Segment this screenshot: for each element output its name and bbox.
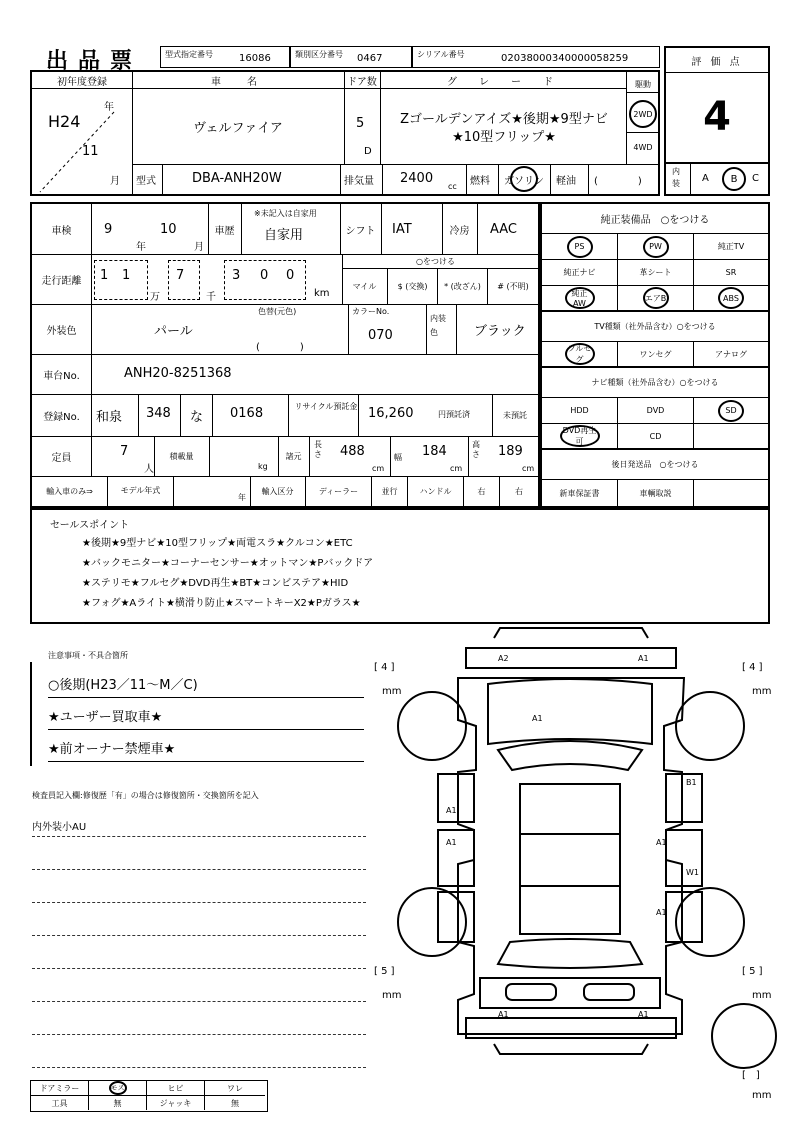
first-reg-label: 初年度登録: [32, 72, 133, 89]
grade-a: A: [702, 173, 709, 184]
exterior-color-value: パール: [154, 324, 193, 339]
history-note: ※未記入は自家用: [254, 209, 317, 218]
footer-table: [30, 1080, 268, 1112]
footer-moss: モス: [89, 1081, 147, 1096]
damage-mark: A1: [638, 1010, 649, 1019]
footer-tools-value: 無: [89, 1096, 147, 1110]
displacement-value: 2400: [400, 171, 434, 186]
serial-value: 02038000340000058259: [501, 53, 629, 64]
later-items-label: 後日発送品 ○をつける: [542, 450, 768, 480]
rating-label: 評 価 点: [666, 48, 768, 73]
model-year-label: モデル年式: [108, 476, 174, 506]
fuel-circle: [510, 166, 538, 192]
inspection-year: 9: [104, 222, 113, 237]
car-name: ヴェルファイア: [132, 88, 345, 164]
car-basics-block: 初年度登録 H24 年 11 月 車 名 ヴェルファイア ドア数 5 D グ レ ー ド Zゴールデンアイズ★後期★9型ナビ ★10型フリップ★ 駆動 2WD 4WD 型式 DBA-ANH20W 排気量 2400 cc 燃料 ガソリン 軽油 ( ): [30, 70, 660, 196]
damage-mark: A1: [656, 838, 667, 847]
ac-label: 冷房: [442, 204, 478, 254]
drive-label: 駆動: [627, 76, 659, 93]
notes-box: [30, 662, 368, 766]
paint-label: 色替(元色): [258, 307, 297, 316]
grade-line2: ★10型フリップ★: [452, 130, 556, 145]
mileage-digit: 1: [100, 268, 109, 283]
damage-mark: A1: [532, 714, 543, 723]
notes-label: 注意事項・不具合箇所: [48, 651, 128, 660]
length-unit: cm: [372, 464, 385, 473]
mileage-sen-unit: 千: [206, 292, 216, 303]
damage-mark: A2: [498, 654, 509, 663]
mileage-mile: マイル: [342, 268, 388, 304]
capacity-label: 定員: [32, 436, 92, 476]
serial-label: シリアル番号: [417, 50, 465, 59]
category-label: 類別区分番号: [295, 50, 343, 59]
original-color-paren: ( ): [256, 342, 304, 353]
height-label: 高さ: [472, 440, 480, 459]
import-type-label: 輸入区分: [250, 476, 306, 506]
recycle-value: 16,260: [368, 406, 414, 421]
grade-c: C: [752, 173, 759, 184]
navi-cd: CD: [618, 424, 694, 450]
shift-value: IAT: [392, 222, 412, 237]
width-label: 幅: [394, 453, 402, 462]
tv-fullseg: フルセグ: [542, 342, 618, 368]
capacity-unit: 人: [144, 464, 154, 475]
sales-line: ★フォグ★Aライト★横滑り防止★スマートキーX2★Pガラス★: [82, 598, 361, 609]
mileage-digit: 1: [122, 268, 131, 283]
model-label: 型式: [136, 176, 156, 187]
chassis-label: 車台No.: [32, 354, 92, 394]
mileage-digit: 3: [232, 268, 241, 283]
year-unit: 年: [104, 102, 114, 113]
inspector-line: [32, 1002, 366, 1035]
first-reg-cell: [32, 88, 133, 194]
navi-dvd: DVD: [618, 398, 694, 424]
handle-label: ハンドル: [408, 476, 464, 506]
sales-point-block: [30, 508, 770, 624]
handle-right-2: 右: [515, 486, 523, 496]
tire-depth-rr: 5: [749, 966, 756, 977]
inspector-line: [32, 870, 366, 903]
equipment-label: 純正装備品 ○をつける: [542, 204, 768, 234]
rating-score: 4: [703, 94, 731, 140]
equip-abs: ABS: [694, 286, 768, 312]
recycle-unit: 円預託済: [438, 410, 470, 419]
later-manual: 車輌取説: [618, 480, 694, 506]
doors-suffix: D: [364, 146, 372, 157]
inspection-year-unit: 年: [136, 242, 146, 253]
sales-line: ★ステリモ★フルセグ★DVD再生★BT★コンビステア★HID: [82, 578, 349, 589]
note-line: ★ユーザー買取車★: [48, 706, 364, 730]
ac-value: AAC: [490, 222, 517, 237]
serial-box: [412, 46, 660, 68]
inspector-line: [32, 1035, 366, 1068]
equip-tv: 純正TV: [694, 234, 768, 260]
tire-depth-rl: 5: [381, 966, 388, 977]
spec-block: [30, 202, 540, 508]
car-name-label: 車 名: [132, 72, 345, 89]
equip-airbag: エアB: [618, 286, 694, 312]
dims-label: 諸元: [278, 436, 310, 476]
footer-tools: 工具: [31, 1096, 89, 1110]
drive-cell: [626, 72, 659, 164]
tv-analog: アナログ: [694, 342, 768, 368]
import-parallel: 並行: [372, 476, 408, 506]
sales-line: ★バックモニター★コーナーセンサー★オットマン★Pバックドア: [82, 558, 374, 569]
load-unit: kg: [258, 462, 268, 471]
inspector-line: [32, 903, 366, 936]
navi-dvd-play: DVD再生可: [542, 424, 618, 450]
height-value: 189: [498, 444, 523, 459]
inspector-line: 内外装小AU: [32, 818, 366, 837]
inspector-line: [32, 936, 366, 969]
damage-mark: W1: [686, 868, 699, 877]
registration-area: 和泉: [96, 410, 123, 425]
form-title: 出品票: [46, 49, 143, 74]
tire-mm-unit: mm: [382, 990, 402, 1001]
shift-label: シフト: [340, 204, 382, 254]
model-designation-label: 型式指定番号: [165, 50, 213, 59]
load-label: 積載量: [154, 436, 210, 476]
damage-mark: A1: [656, 908, 667, 917]
interior-grade-label: 内装: [672, 167, 680, 188]
inspector-line: [32, 837, 366, 870]
displacement-unit: cc: [448, 182, 457, 191]
fuel-value: ガソリン: [504, 176, 544, 187]
note-line: ○後期(H23／11～M／C): [48, 674, 364, 698]
recycle-label: リサイクル預託金: [294, 402, 358, 411]
displacement-label: 排気量: [344, 176, 374, 187]
category-box: [290, 46, 412, 68]
mileage-man-unit: 万: [150, 292, 160, 303]
width-value: 184: [422, 444, 447, 459]
history-label: 車歴: [208, 204, 242, 254]
category-value: 0467: [357, 53, 383, 64]
length-value: 488: [340, 444, 365, 459]
navi-blank: [694, 424, 768, 450]
interior-color-label: 内装色: [430, 314, 446, 337]
grade-b-circled: B: [722, 167, 746, 191]
month-unit: 月: [110, 176, 120, 187]
history-value: 自家用: [264, 228, 304, 243]
registration-label: 登録No.: [32, 394, 92, 436]
inspection-label: 車検: [32, 204, 92, 254]
mileage-unknown: # (不明): [497, 281, 529, 291]
later-warranty: 新車保証書: [542, 480, 618, 506]
model-year-unit: 年: [238, 493, 246, 502]
footer-jack-value: 無: [231, 1098, 239, 1108]
tire-mm-unit: mm: [382, 686, 402, 697]
rating-box: [664, 46, 770, 196]
drive-4wd: 4WD: [627, 132, 659, 161]
sales-point-label: セールスポイント: [50, 520, 130, 531]
first-reg-month: 11: [82, 144, 99, 159]
mileage-digits: [92, 254, 342, 304]
tire-mm-unit: mm: [752, 1090, 772, 1101]
interior-color-value: ブラック: [474, 324, 526, 339]
recycle-unpaid: 未預託: [503, 410, 527, 420]
inspection-month: 10: [160, 222, 177, 237]
damage-mark: A1: [638, 654, 649, 663]
car-diagram: [370, 624, 790, 1074]
width-unit: cm: [450, 464, 463, 473]
diesel-label: 軽油: [556, 176, 576, 187]
inspection-month-unit: 月: [194, 242, 204, 253]
height-unit: cm: [522, 464, 535, 473]
footer-jack: ジャッキ: [147, 1096, 205, 1110]
capacity-value: 7: [120, 444, 129, 459]
mileage-digit: 0: [260, 268, 269, 283]
mileage-digit: 0: [286, 268, 295, 283]
tv-type-label: TV種類（社外品含む）○をつける: [542, 312, 768, 342]
tire-mm-unit: mm: [752, 990, 772, 1001]
inspector-label: 検査員記入欄:修復歴「有」の場合は修復箇所・交換箇所を記入: [32, 791, 259, 800]
footer-mirror: ドアミラー: [31, 1081, 89, 1096]
equip-leather: 革シート: [618, 260, 694, 286]
grade-cell: [380, 88, 626, 164]
equip-navi: 純正ナビ: [542, 260, 618, 286]
grade-label: グ レ ー ド: [380, 72, 626, 89]
model-designation-value: 16086: [239, 53, 271, 64]
navi-sd: SD: [694, 398, 768, 424]
import-label: 輸入車のみ⇒: [32, 476, 108, 506]
damage-mark: A1: [498, 1010, 509, 1019]
exterior-color-label: 外装色: [32, 304, 92, 354]
color-no-value: 070: [368, 328, 393, 343]
damage-mark: B1: [686, 778, 697, 787]
mileage-label: 走行距離: [32, 254, 92, 304]
handle-right: 右: [464, 476, 500, 506]
equip-pw: PW: [618, 234, 694, 260]
mileage-mark-label: ○をつける: [416, 257, 455, 266]
tire-depth-fr: 4: [749, 662, 756, 673]
damage-mark: A1: [446, 838, 457, 847]
doors-value: 5: [356, 116, 365, 131]
navi-hdd: HDD: [542, 398, 618, 424]
footer-break: ワレ: [205, 1081, 265, 1096]
doors-label: ドア数: [344, 72, 381, 89]
footer-crack: ヒビ: [147, 1081, 205, 1096]
damage-mark: A1: [446, 806, 457, 815]
registration-serial: 0168: [230, 406, 264, 421]
chassis-value: ANH20-8251368: [124, 366, 232, 381]
model-value: DBA-ANH20W: [192, 171, 282, 186]
grade-line1: Zゴールデンアイズ★後期★9型ナビ: [400, 112, 608, 127]
inspector-line: [32, 969, 366, 1002]
equip-ps: PS: [542, 234, 618, 260]
first-reg-year: H24: [48, 112, 81, 131]
color-no-label: カラーNo.: [352, 307, 390, 316]
length-label: 長さ: [314, 440, 322, 459]
registration-num: 348: [146, 406, 171, 421]
registration-kana: な: [190, 410, 204, 425]
tv-oneseg: ワンセグ: [618, 342, 694, 368]
navi-type-label: ナビ種類（社外品含む）○をつける: [542, 368, 768, 398]
mileage-digit: 7: [176, 268, 185, 283]
inspector-lines: [32, 818, 366, 1068]
fuel-label: 燃料: [470, 176, 490, 187]
import-dealer: ディーラー: [306, 476, 372, 506]
mileage-unit: km: [314, 288, 330, 299]
note-line: ★前オーナー禁煙車★: [48, 738, 364, 762]
model-designation-box: [160, 46, 290, 68]
equipment-block: [540, 202, 770, 508]
tire-depth-fl: 4: [381, 662, 388, 673]
sales-line: ★後期★9型ナビ★10型フリップ★両電スラ★クルコン★ETC: [82, 538, 353, 549]
doors-cell: [344, 88, 381, 164]
equip-sr: SR: [694, 260, 768, 286]
mileage-exchanged: $ (交換): [388, 268, 438, 304]
tire-mm-unit: mm: [752, 686, 772, 697]
drive-2wd-circled: 2WD: [629, 100, 657, 128]
equip-aw: 純正AW: [542, 286, 618, 312]
mileage-altered: * (改ざん): [438, 268, 488, 304]
